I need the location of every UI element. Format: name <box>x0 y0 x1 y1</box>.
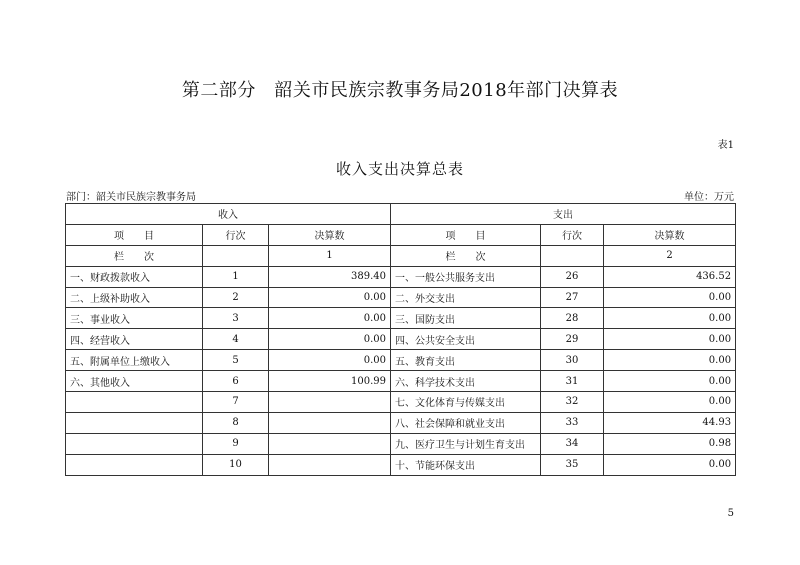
income-amount <box>269 433 391 454</box>
expense-line-no: 35 <box>541 454 604 475</box>
expense-item-name: 一、一般公共服务支出 <box>391 266 541 287</box>
expense-line-no: 32 <box>541 392 604 413</box>
income-amount <box>269 454 391 475</box>
table-number: 表1 <box>717 140 734 151</box>
table-row <box>66 392 736 413</box>
income-line-no: 4 <box>203 329 269 350</box>
expense-lanci-number: 2 <box>604 245 736 266</box>
income-item-name: 一、财政拨款收入 <box>66 266 203 287</box>
expense-item-name: 九、医疗卫生与计划生育支出 <box>391 433 541 454</box>
income-item-name <box>66 454 203 475</box>
page-number: 5 <box>727 508 734 519</box>
expense-item-name: 十、节能环保支出 <box>391 454 541 475</box>
table-row <box>66 454 736 475</box>
income-item-name: 四、经营收入 <box>66 329 203 350</box>
income-line-no: 3 <box>203 308 269 329</box>
expense-item-name: 三、国防支出 <box>391 308 541 329</box>
department-label: 部门：韶关市民族宗教事务局 <box>66 192 196 203</box>
expense-amount: 0.00 <box>604 392 736 413</box>
expense-item-header: 项 目 <box>391 224 541 245</box>
table-row <box>66 266 736 287</box>
table-body <box>66 204 736 476</box>
table-title: 收入支出决算总表 <box>335 160 464 178</box>
expense-lanci-label: 栏 次 <box>391 245 541 266</box>
income-line-no: 9 <box>203 433 269 454</box>
expense-line-no: 26 <box>541 266 604 287</box>
income-amount: 389.40 <box>269 266 391 287</box>
income-line-no: 8 <box>203 412 269 433</box>
expense-item-name: 五、教育支出 <box>391 350 541 371</box>
income-line-no: 10 <box>203 454 269 475</box>
expense-amount: 0.00 <box>604 308 736 329</box>
income-amount <box>269 412 391 433</box>
expense-amount-header: 决算数 <box>604 224 736 245</box>
expense-line-no: 34 <box>541 433 604 454</box>
income-line-no: 6 <box>203 371 269 392</box>
income-amount: 0.00 <box>269 308 391 329</box>
page-title: 第二部分 韶关市民族宗教事务局2018年部门决算表 <box>181 80 619 101</box>
income-line-no: 7 <box>203 392 269 413</box>
expense-amount: 0.00 <box>604 329 736 350</box>
expense-item-name: 七、文化体育与传媒支出 <box>391 392 541 413</box>
income-item-name <box>66 392 203 413</box>
table-row <box>66 433 736 454</box>
income-amount-header: 决算数 <box>269 224 391 245</box>
income-item-name: 五、附属单位上缴收入 <box>66 350 203 371</box>
expense-amount: 44.93 <box>604 412 736 433</box>
expense-item-name: 四、公共安全支出 <box>391 329 541 350</box>
income-line-no: 5 <box>203 350 269 371</box>
income-expense-summary-table <box>65 203 736 476</box>
expense-line-no: 31 <box>541 371 604 392</box>
expense-amount: 0.00 <box>604 454 736 475</box>
income-amount: 0.00 <box>269 329 391 350</box>
section-header-row <box>66 204 736 225</box>
income-lanci-empty <box>203 245 269 266</box>
expense-amount: 0.00 <box>604 371 736 392</box>
expense-header: 支出 <box>391 204 736 225</box>
table-row <box>66 287 736 308</box>
expense-item-name: 八、社会保障和就业支出 <box>391 412 541 433</box>
expense-amount: 0.00 <box>604 287 736 308</box>
income-lanci-label: 栏 次 <box>66 245 203 266</box>
table-row <box>66 329 736 350</box>
expense-amount: 0.98 <box>604 433 736 454</box>
unit-label: 单位：万元 <box>684 192 734 203</box>
table-row <box>66 412 736 433</box>
expense-line-no: 27 <box>541 287 604 308</box>
income-header: 收入 <box>66 204 391 225</box>
income-item-name: 三、事业收入 <box>66 308 203 329</box>
expense-line-no: 29 <box>541 329 604 350</box>
income-lanci-number: 1 <box>269 245 391 266</box>
expense-line-no: 28 <box>541 308 604 329</box>
income-item-name <box>66 412 203 433</box>
income-line-header: 行次 <box>203 224 269 245</box>
income-item-name <box>66 433 203 454</box>
column-number-row <box>66 245 736 266</box>
expense-lanci-empty <box>541 245 604 266</box>
expense-amount: 0.00 <box>604 350 736 371</box>
income-item-name: 二、上级补助收入 <box>66 287 203 308</box>
expense-line-no: 30 <box>541 350 604 371</box>
income-line-no: 2 <box>203 287 269 308</box>
expense-line-header: 行次 <box>541 224 604 245</box>
expense-line-no: 33 <box>541 412 604 433</box>
income-amount: 100.99 <box>269 371 391 392</box>
table-row <box>66 371 736 392</box>
income-item-name: 六、其他收入 <box>66 371 203 392</box>
column-header-row <box>66 224 736 245</box>
expense-item-name: 六、科学技术支出 <box>391 371 541 392</box>
income-amount: 0.00 <box>269 287 391 308</box>
expense-amount: 436.52 <box>604 266 736 287</box>
income-item-header: 项 目 <box>66 224 203 245</box>
income-amount <box>269 392 391 413</box>
table-row <box>66 308 736 329</box>
income-amount: 0.00 <box>269 350 391 371</box>
table-row <box>66 350 736 371</box>
income-line-no: 1 <box>203 266 269 287</box>
expense-item-name: 二、外交支出 <box>391 287 541 308</box>
